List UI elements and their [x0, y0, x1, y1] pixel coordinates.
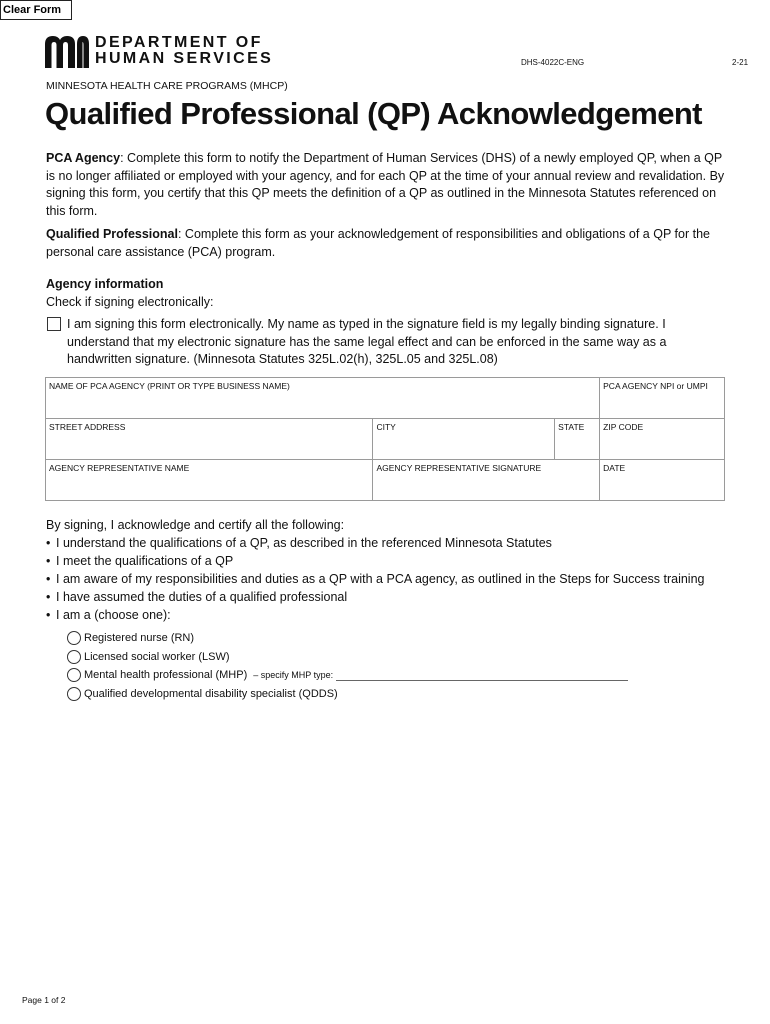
clear-form-button[interactable]: Clear Form: [0, 0, 72, 20]
option-mhp: [67, 666, 628, 685]
rep-signature-label: AGENCY REPRESENTATIVE SIGNATURE: [376, 463, 542, 473]
list-item: • I am aware of my responsibilities and duties as a QP with a PCA agency, as outlined in the Steps for Success training: [46, 570, 736, 588]
agency-name-label: NAME OF PCA AGENCY (PRINT OR TYPE BUSINESS NAME): [49, 381, 290, 391]
esign-checkbox[interactable]: [47, 317, 61, 331]
pca-agency-instructions: [46, 150, 726, 220]
option-qdds: [67, 685, 628, 704]
program-name: MINNESOTA HEALTH CARE PROGRAMS (MHCP): [46, 80, 288, 92]
certification-section: [46, 516, 736, 624]
form-date: 2-21: [732, 58, 749, 67]
mhp-type-input[interactable]: [336, 669, 628, 681]
rn-radio[interactable]: [67, 631, 81, 645]
option-lsw: [67, 648, 628, 667]
agency-info-table: [45, 377, 725, 501]
state-label: STATE: [558, 422, 585, 432]
lsw-radio[interactable]: [67, 650, 81, 664]
dept-name-line2: HUMAN SERVICES: [95, 50, 274, 67]
dhs-logo: [45, 34, 345, 70]
certification-list: [46, 534, 736, 624]
qdds-radio[interactable]: [67, 687, 81, 701]
pca-agency-label: PCA Agency: [46, 151, 121, 165]
list-item: • I understand the qualifications of a QP, as described in the referenced Minnesota Statutes: [46, 534, 736, 552]
rep-name-field[interactable]: [46, 460, 373, 501]
city-field[interactable]: [373, 419, 555, 460]
npi-field[interactable]: [600, 378, 725, 419]
rep-name-label: AGENCY REPRESENTATIVE NAME: [49, 463, 190, 473]
esign-statement: I am signing this form electronically. My name as typed in the signature field is my legally binding signature. I understand that my electronic signature has the same legal effect and can be enforced in the same way as a handwritten signature. (Minnesota Statutes 325L.02(h), 325L.05 and 325L.08): [67, 317, 667, 366]
mn-logo-icon: [45, 34, 89, 68]
pca-agency-text: : Complete this form to notify the Department of Human Services (DHS) of a newly employed QP, when a QP is no longer affiliated or employed with your agency, and for each QP at the time of your annual review and revalidation. By signing this form, you certify that this QP meets the definition of a QP as outlined in the Minnesota Statutes referenced on this form.: [46, 151, 725, 218]
mhp-radio[interactable]: [67, 668, 81, 682]
page-number: Page 1 of 2: [22, 995, 66, 1005]
date-field[interactable]: [600, 460, 725, 501]
qdds-label: Qualified developmental disability specialist (QDDS): [84, 687, 338, 700]
form-code: DHS-4022C-ENG: [521, 58, 585, 67]
date-label: DATE: [603, 463, 626, 473]
street-address-field[interactable]: [46, 419, 373, 460]
qp-label: Qualified Professional: [46, 227, 178, 241]
zip-code-field[interactable]: [600, 419, 725, 460]
city-label: CITY: [376, 422, 396, 432]
agency-name-field[interactable]: [46, 378, 600, 419]
dept-name-line1: DEPARTMENT OF: [95, 34, 263, 51]
option-rn: [67, 629, 628, 648]
npi-label: PCA AGENCY NPI or UMPI: [603, 381, 708, 391]
rep-signature-field[interactable]: [373, 460, 600, 501]
mhp-specify-label: – specify MHP type:: [253, 670, 334, 681]
mhp-label: Mental health professional (MHP): [84, 669, 248, 682]
rn-label: Registered nurse (RN): [84, 632, 195, 645]
qp-text: : Complete this form as your acknowledgement of responsibilities and obligations of a QP for the personal care assistance (PCA) program.: [46, 227, 710, 259]
state-field[interactable]: [555, 419, 600, 460]
qp-type-options: [67, 629, 628, 703]
page-title: Qualified Professional (QP) Acknowledgement: [45, 96, 702, 131]
esign-check-note: Check if signing electronically:: [46, 295, 214, 309]
lsw-label: Licensed social worker (LSW): [84, 650, 230, 663]
zip-code-label: ZIP CODE: [603, 422, 644, 432]
qp-instructions: [46, 226, 726, 261]
list-item: • I am a (choose one):: [46, 606, 736, 624]
certification-intro: By signing, I acknowledge and certify all the following:: [46, 518, 345, 532]
street-address-label: STREET ADDRESS: [49, 422, 126, 432]
agency-info-heading: Agency information: [46, 277, 164, 291]
list-item: • I have assumed the duties of a qualified professional: [46, 588, 736, 606]
list-item: • I meet the qualifications of a QP: [46, 552, 736, 570]
